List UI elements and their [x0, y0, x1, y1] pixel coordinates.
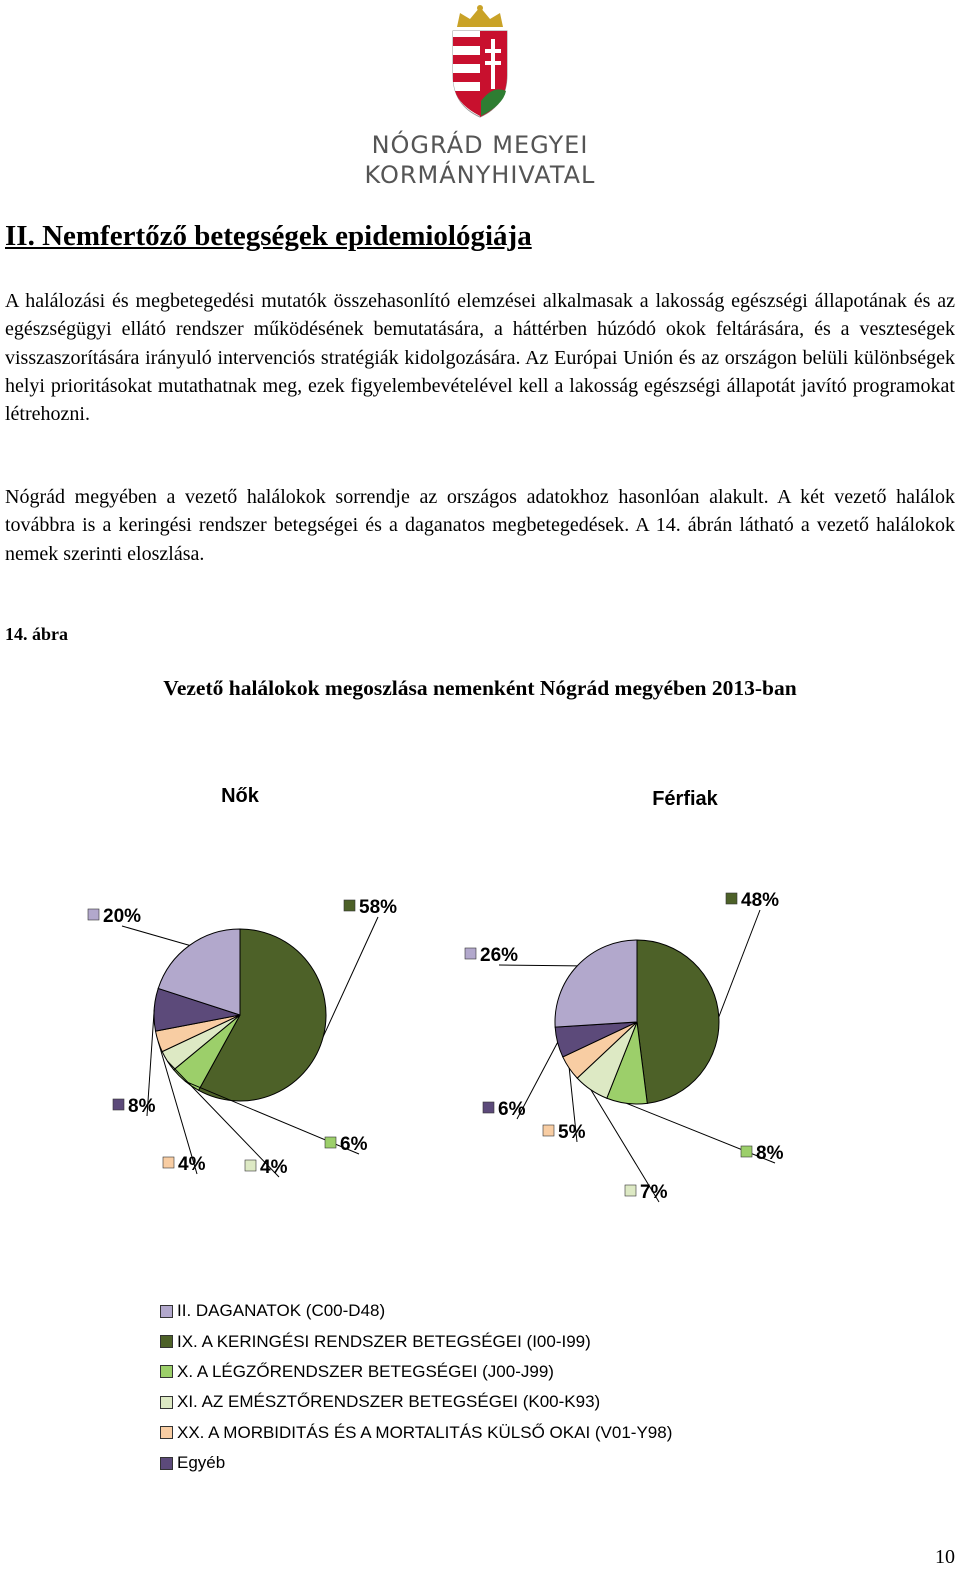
data-label: 6%: [340, 1134, 368, 1155]
leader-line: [627, 1103, 775, 1163]
legend-label: XI. AZ EMÉSZTŐRENDSZER BETEGSÉGEI (K00-K93): [177, 1392, 601, 1412]
data-label: 5%: [558, 1122, 586, 1143]
data-label: 8%: [756, 1143, 784, 1164]
legend-swatch: [160, 1457, 173, 1470]
label-swatch: [163, 1157, 174, 1168]
legend-label: II. DAGANATOK (C00-D48): [177, 1301, 386, 1321]
label-swatch: [113, 1099, 124, 1110]
label-swatch: [483, 1102, 494, 1113]
legend-swatch: [160, 1426, 173, 1439]
legend-item: [160, 1296, 672, 1326]
pie-title: Nők: [221, 785, 259, 807]
pie-title: Férfiak: [652, 788, 718, 810]
data-label: 4%: [178, 1154, 206, 1175]
legend-item: [160, 1387, 672, 1417]
paragraph: Nógrád megyében a vezető halálokok sorrendje az országos adatokhoz hasonlóan alakult. A két vezető halálok továbbra is a keringési rendszer betegségei és a daganatos megbetegedések. A 14. ábrán látható a vezető halálokok nemek szerinti eloszlása.: [5, 486, 955, 565]
legend-label: IX. A KERINGÉSI RENDSZER BETEGSÉGEI (I00-I99): [177, 1331, 591, 1351]
org-name-line2: KORMÁNYHIVATAL: [364, 161, 596, 189]
legend-item: [160, 1448, 672, 1478]
section-title: II. Nemfertőző betegségek epidemiológiája: [5, 220, 532, 252]
legend-item: [160, 1357, 672, 1387]
legend-item: [160, 1418, 672, 1448]
label-swatch: [741, 1146, 752, 1157]
legend-swatch: [160, 1396, 173, 1409]
coat-of-arms-icon: [445, 5, 515, 120]
paragraph: A halálozási és megbetegedési mutatók összehasonlító elemzései alkalmasak a lakosság egészségi állapotának és az egészségügyi ellátó rendszer működésének bemutatására, a háttérben húzódó okok feltárására, és a veszteségek visszaszorítására irányuló intervenciós stratégiák kidolgozására. Az Európai Unión és az országon belüli különbségek helyi prioritásokat mutathatnak meg, ezek figyelembevételével kell a lakosság egészségi állapotát javító programokat létrehozni.: [5, 290, 955, 426]
label-swatch: [245, 1160, 256, 1171]
data-label: 4%: [260, 1157, 288, 1178]
label-swatch: [726, 893, 737, 904]
pie-charts: [0, 760, 960, 1240]
data-label: 20%: [103, 906, 142, 927]
legend-swatch: [160, 1335, 173, 1348]
logo: [350, 5, 610, 189]
data-label: 26%: [480, 945, 519, 966]
pie-slice: [555, 940, 637, 1027]
leader-line: [122, 926, 190, 945]
figure-title: Vezető halálokok megoszlása nemenként Nógrád megyében 2013-ban: [163, 676, 797, 700]
legend-swatch: [160, 1365, 173, 1378]
label-swatch: [465, 948, 476, 959]
page-number: 10: [935, 1546, 955, 1568]
data-label: 7%: [640, 1182, 668, 1203]
data-label: 58%: [359, 897, 398, 918]
label-swatch: [344, 900, 355, 911]
data-label: 8%: [128, 1096, 156, 1117]
chart-legend: [160, 1296, 672, 1478]
leader-line: [719, 910, 760, 1017]
legend-label: X. A LÉGZŐRENDSZER BETEGSÉGEI (J00-J99): [177, 1361, 554, 1381]
legend-label: XX. A MORBIDITÁS ÉS A MORTALITÁS KÜLSŐ OKAI (V01-Y98): [177, 1422, 673, 1442]
legend-label: Egyéb: [177, 1453, 226, 1473]
label-swatch: [625, 1185, 636, 1196]
label-swatch: [88, 909, 99, 920]
leader-line: [323, 917, 378, 1036]
legend-item: [160, 1326, 672, 1356]
pie-slice: [637, 940, 719, 1103]
label-swatch: [325, 1137, 336, 1148]
org-name-line1: NÓGRÁD MEGYEI: [371, 131, 589, 159]
data-label: 48%: [741, 890, 780, 911]
figure-label: 14. ábra: [5, 624, 68, 644]
data-label: 6%: [498, 1099, 526, 1120]
label-swatch: [543, 1125, 554, 1136]
legend-swatch: [160, 1305, 173, 1318]
